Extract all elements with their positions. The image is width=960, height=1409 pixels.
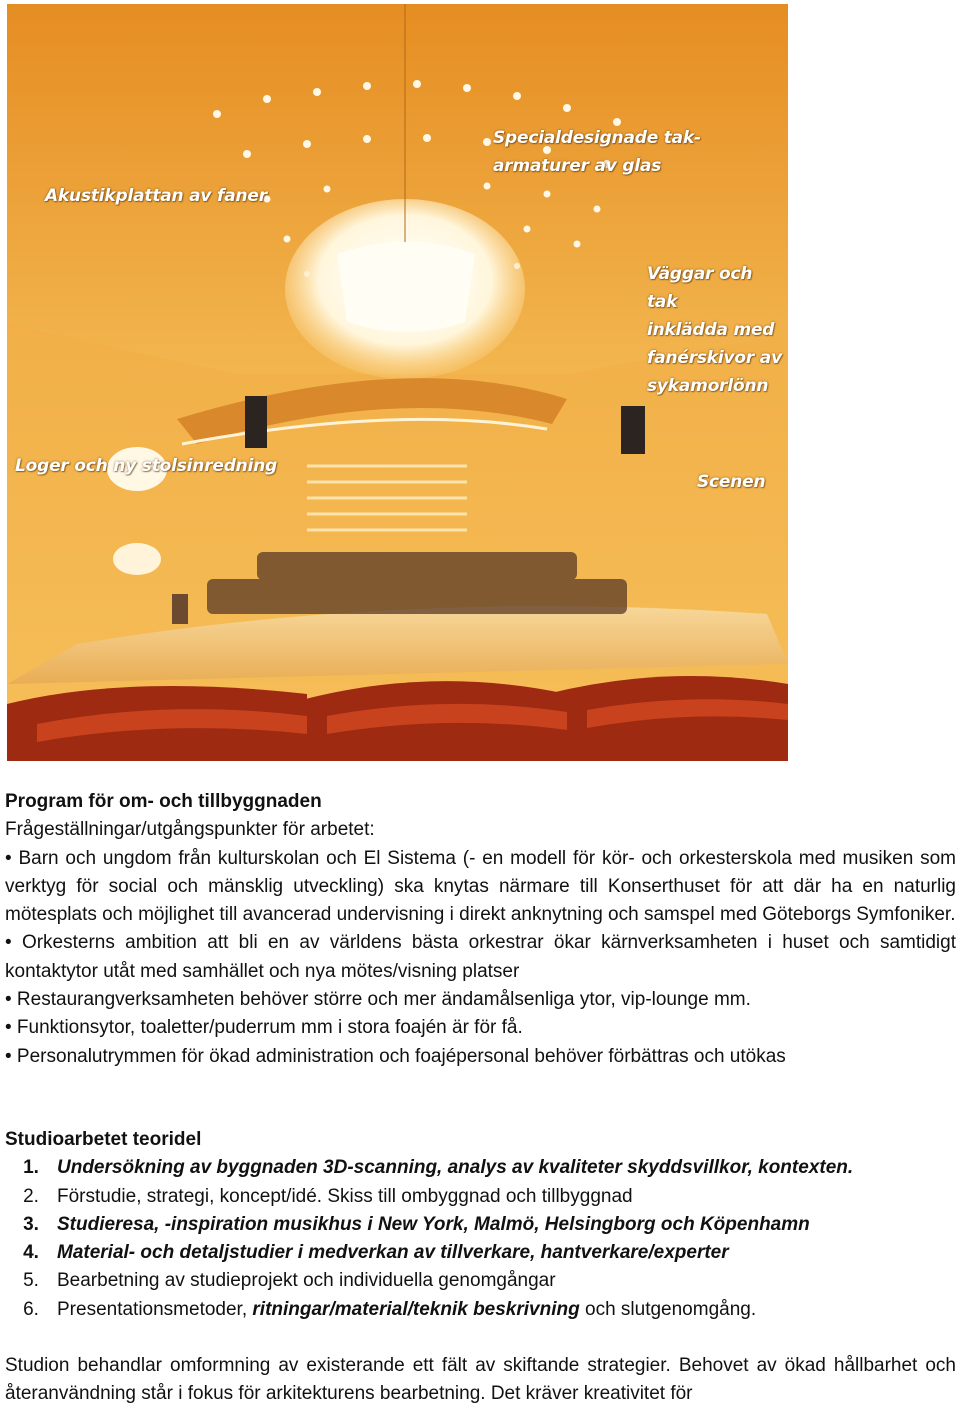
list-text-emphasis: ritningar/material/teknik beskrivning bbox=[252, 1298, 580, 1320]
callout-ceiling-fixtures: Specialdesignade tak- armaturer av glas bbox=[493, 128, 701, 176]
list-number: 2. bbox=[23, 1185, 39, 1207]
program-bullet: • Barn och ungdom från kulturskolan och El Sistema (- en modell för kör- och orkesterskola med musiken som verktyg för social och mänsklig utveckling) ska knytas närmare till Konserthuset för att där ha en naturlig mötesplats och möjlighet till avancerad undervisning i direkt anknytning och samspel med Göteborgs Symfoniker. bbox=[5, 847, 956, 926]
list-text-part: Presentationsmetoder, bbox=[57, 1298, 253, 1320]
list-number: 4. bbox=[23, 1242, 39, 1264]
list-item bbox=[5, 1211, 956, 1239]
callout-stage: Scenen bbox=[697, 472, 766, 492]
program-intro: Frågeställningar/utgångspunkter för arbetet: bbox=[5, 819, 375, 841]
concert-hall-photo bbox=[7, 4, 788, 761]
list-item bbox=[5, 1154, 956, 1182]
list-item bbox=[5, 1267, 956, 1295]
program-bullet: • Personalutrymmen för ökad administration och foajépersonal behöver förbättras och utökas bbox=[5, 1045, 786, 1067]
list-item bbox=[5, 1296, 956, 1324]
program-bullet: • Orkesterns ambition att bli en av världens bästa orkestrar ökar kärnverksamheten i huset och samtidigt kontaktytor utåt med samhället och nya mötes/visning platser bbox=[5, 932, 956, 982]
program-title: Program för om- och tillbyggnaden bbox=[5, 791, 322, 812]
list-item bbox=[5, 1239, 956, 1267]
callout-walls-ceiling: Väggar och tak inklädda med fanérskivor av sykamorlönn bbox=[647, 264, 782, 396]
list-text: Undersökning av byggnaden 3D-scanning, analys av kvaliteter skyddsvillkor, kontexten. bbox=[57, 1157, 854, 1179]
list-text: Material- och detaljstudier i medverkan av tillverkare, hantverkare/experter bbox=[57, 1242, 729, 1264]
studio-section bbox=[5, 1126, 956, 1324]
program-bullet: • Funktionsytor, toaletter/puderrum mm i stora foajén är för få. bbox=[5, 1017, 523, 1039]
list-number: 1. bbox=[23, 1157, 39, 1179]
list-text-part: och slutgenomgång. bbox=[579, 1298, 757, 1320]
list-text: Studieresa, -inspiration musikhus i New York, Malmö, Helsingborg och Köpenhamn bbox=[57, 1213, 810, 1235]
list-text: Förstudie, strategi, koncept/idé. Skiss till ombyggnad och tillbyggnad bbox=[57, 1185, 633, 1207]
list-number: 3. bbox=[23, 1213, 39, 1235]
callout-boxes-seating: Loger och ny stolsinredning bbox=[15, 456, 278, 476]
list-number: 5. bbox=[23, 1270, 39, 1292]
list-text bbox=[57, 1296, 756, 1324]
list-item bbox=[5, 1183, 956, 1211]
closing-paragraph: Studion behandlar omformning av existerande ett fält av skiftande strategier. Behovet av ökad hållbarhet och återanvändning står i fokus för arkitekturens bearbetning. Det kräver kreativitet för bbox=[5, 1355, 956, 1405]
program-section bbox=[5, 788, 956, 1071]
studio-title: Studioarbetet teoridel bbox=[5, 1129, 202, 1150]
studio-list bbox=[5, 1154, 956, 1324]
list-text: Bearbetning av studieprojekt och individuella genomgångar bbox=[57, 1270, 556, 1292]
callout-acoustic-panel: Akustikplattan av faner bbox=[45, 186, 267, 206]
program-bullet: • Restaurangverksamheten behöver större och mer ändamålsenliga ytor, vip-lounge mm. bbox=[5, 989, 751, 1011]
list-number: 6. bbox=[23, 1298, 39, 1320]
